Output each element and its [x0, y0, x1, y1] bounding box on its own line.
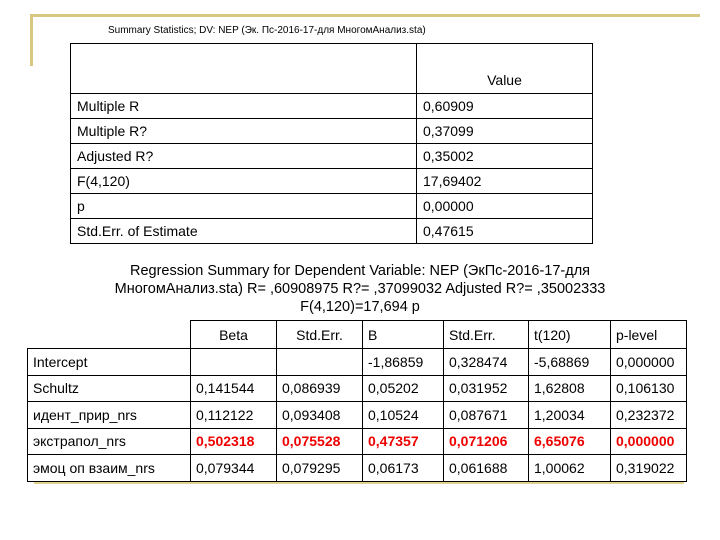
table-row: [71, 194, 593, 219]
coefficient-cell: 0,086939: [277, 375, 363, 402]
coefficient-cell: 1,00062: [529, 455, 611, 482]
coefficient-cell: 0,106130: [611, 375, 687, 402]
stat-value: 0,37099: [417, 119, 593, 144]
coefficient-cell: 0,079295: [277, 455, 363, 482]
variable-name: эмоц оп взаим_nrs: [28, 455, 191, 482]
table-row: [28, 375, 687, 402]
decorative-left-line: [30, 14, 33, 66]
variable-name: экстрапол_nrs: [28, 428, 191, 455]
table-row: [28, 455, 687, 482]
regression-caption-line: Regression Summary for Dependent Variable: NEP (ЭкПс-2016-17-для: [129, 263, 591, 279]
table-header-row: [71, 44, 593, 94]
stat-label: Std.Err. of Estimate: [71, 219, 417, 244]
table-header-row: [28, 321, 687, 349]
coefficient-cell: 6,65076: [529, 428, 611, 455]
column-header-p-level: p-level: [611, 321, 687, 349]
coefficient-cell: -1,86859: [363, 349, 444, 376]
stat-label: F(4,120): [71, 169, 417, 194]
column-header-stderr-b: Std.Err.: [444, 321, 529, 349]
coefficient-cell: [191, 349, 277, 376]
coefficient-cell: 0,061688: [444, 455, 529, 482]
regression-coefficients-table: [27, 320, 687, 482]
regression-caption-line: МногомАнализ.sta) R= ,60908975 R?= ,37099032 Adjusted R?= ,35002333: [114, 281, 606, 297]
table-row: [28, 428, 687, 455]
coefficient-cell: 0,10524: [363, 402, 444, 429]
coefficient-cell: 0,079344: [191, 455, 277, 482]
stat-label: Multiple R: [71, 94, 417, 119]
decorative-top-line: [30, 14, 700, 17]
stat-label: Adjusted R?: [71, 144, 417, 169]
variable-name: Intercept: [28, 349, 191, 376]
table-row: [28, 402, 687, 429]
table-row: [71, 219, 593, 244]
table-row: [71, 144, 593, 169]
stat-value: 0,47615: [417, 219, 593, 244]
table-row: [28, 349, 687, 376]
coefficient-cell: 0,031952: [444, 375, 529, 402]
coefficient-cell: 0,093408: [277, 402, 363, 429]
empty-header-cell: [28, 321, 191, 349]
empty-header-cell: [71, 44, 417, 94]
variable-name: идент_прир_nrs: [28, 402, 191, 429]
stat-value: 0,35002: [417, 144, 593, 169]
coefficient-cell: 0,232372: [611, 402, 687, 429]
stat-value: 0,00000: [417, 194, 593, 219]
variable-name: Schultz: [28, 375, 191, 402]
decorative-bottom-line: [34, 482, 684, 484]
coefficient-cell: 0,075528: [277, 428, 363, 455]
coefficient-cell: 0,141544: [191, 375, 277, 402]
coefficient-cell: 0,071206: [444, 428, 529, 455]
table-row: [71, 169, 593, 194]
coefficient-cell: 0,112122: [191, 402, 277, 429]
column-header-beta: Beta: [191, 321, 277, 349]
column-header-b: B: [363, 321, 444, 349]
coefficient-cell: 0,000000: [611, 349, 687, 376]
coefficient-cell: 0,05202: [363, 375, 444, 402]
stat-value: 17,69402: [417, 169, 593, 194]
coefficient-cell: [277, 349, 363, 376]
coefficient-cell: 0,319022: [611, 455, 687, 482]
summary-statistics-caption: Summary Statistics; DV: NEP (Эк. Пс-2016-17-для МногомАнализ.sta): [108, 25, 426, 36]
regression-caption-line: F(4,120)=17,694 p: [300, 299, 420, 315]
value-column-header: Value: [417, 44, 593, 94]
stat-value: 0,60909: [417, 94, 593, 119]
coefficient-cell: 0,06173: [363, 455, 444, 482]
summary-statistics-table: [70, 43, 593, 244]
stat-label: p: [71, 194, 417, 219]
coefficient-cell: 0,47357: [363, 428, 444, 455]
coefficient-cell: 0,087671: [444, 402, 529, 429]
column-header-t: t(120): [529, 321, 611, 349]
column-header-stderr: Std.Err.: [277, 321, 363, 349]
coefficient-cell: -5,68869: [529, 349, 611, 376]
stat-label: Multiple R?: [71, 119, 417, 144]
coefficient-cell: 0,328474: [444, 349, 529, 376]
table-row: [71, 94, 593, 119]
coefficient-cell: 1,20034: [529, 402, 611, 429]
table-row: [71, 119, 593, 144]
regression-summary-caption: [60, 262, 660, 316]
coefficient-cell: 1,62808: [529, 375, 611, 402]
coefficient-cell: 0,000000: [611, 428, 687, 455]
coefficient-cell: 0,502318: [191, 428, 277, 455]
